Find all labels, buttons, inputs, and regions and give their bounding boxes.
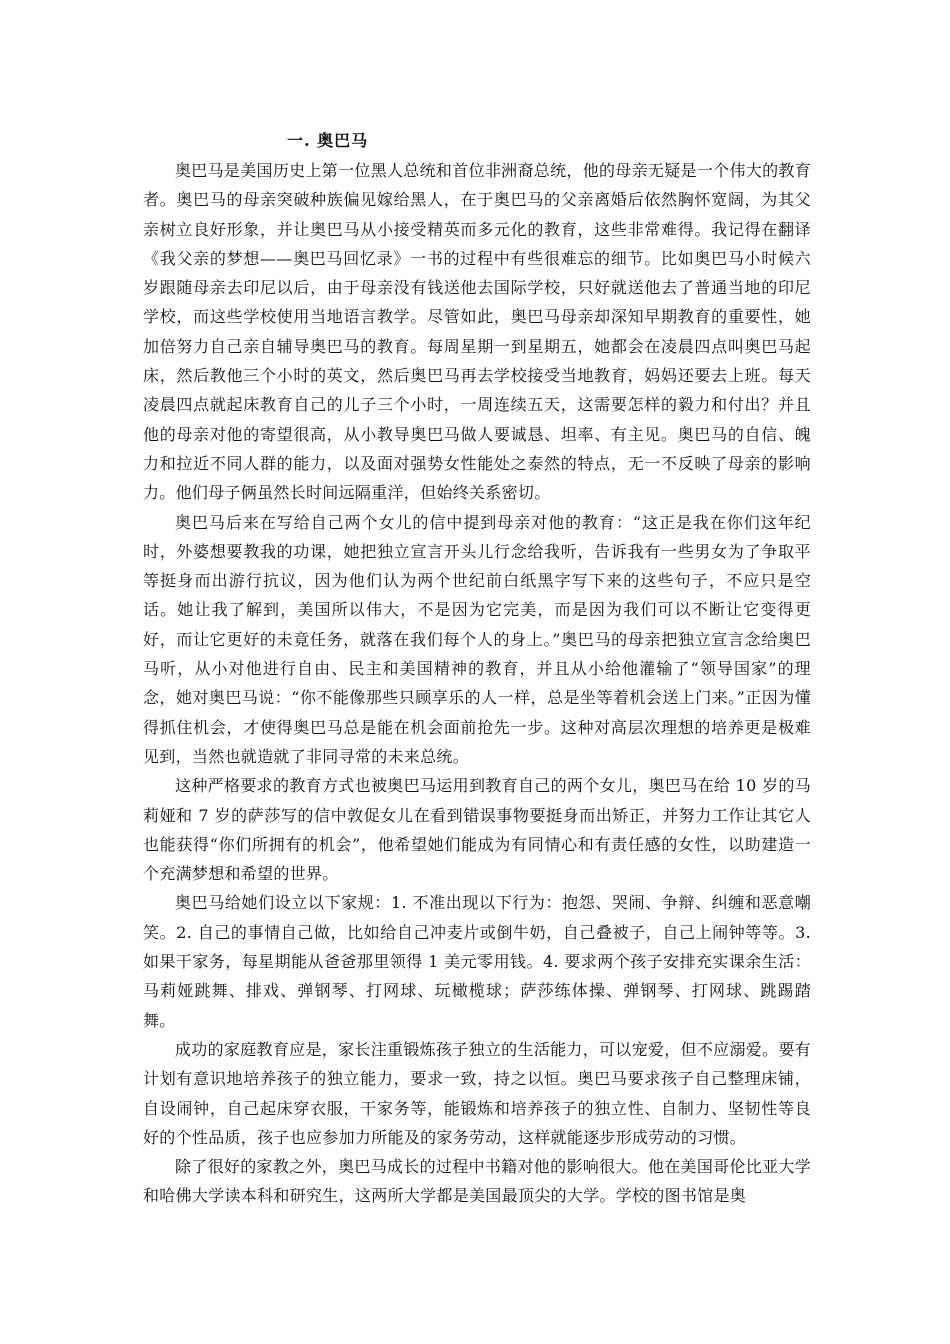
paragraph: 奥巴马后来在写给自己两个女儿的信中提到母亲对他的教育：“这正是我在你们这年纪时，外婆想要教我的功课，她把独立宣言开头儿行念给我听，告诉我有一些男女为了争取平等挺身而出游行抗议，因为他们认为两个世纪前白纸黑字写下来的这些句子，不应只是空话。她让我了解到，美国所以伟大，不是因为它完美，而是因为我们可以不断让它变得更好，而让它更好的未竟任务，就落在我们每个人的身上。”奥巴马的母亲把独立宣言念给奥巴马听，从小对他进行自由、民主和美国精神的教育，并且从小给他灌输了“领导国家”的理念，她对奥巴马说：“你不能像那些只顾享乐的人一样，总是坐等着机会送上门来。”正因为懂得抓住机会，才使得奥巴马总是能在机会面前抢先一步。这种对高层次理想的培养更是极难见到，当然也就造就了非同寻常的未来总统。 bbox=[143, 512, 811, 766]
paragraph: 奥巴马是美国历史上第一位黑人总统和首位非洲裔总统，他的母亲无疑是一个伟大的教育者。奥巴马的母亲突破种族偏见嫁给黑人，在于奥巴马的父亲离婚后依然胸怀宽阔，为其父亲树立良好形象，并让奥巴马从小接受精英而多元化的教育，这些非常难得。我记得在翻译《我父亲的梦想——奥巴马回忆录》一书的过程中有些很难忘的细节。比如奥巴马小时候六岁跟随母亲去印尼以后，由于母亲没有钱送他去国际学校，只好就送他去了普通当地的印尼学校，而这些学校使用当地语言教学。尽管如此，奥巴马母亲却深知早期教育的重要性，她加倍努力自己亲自辅导奥巴马的教育。每周星期一到星期五，她都会在凌晨四点叫奥巴马起床，然后教他三个小时的英文，然后奥巴马再去学校接受当地教育，妈妈还要去上班。每天凌晨四点就起床教育自己的儿子三个小时，一周连续五天，这需要怎样的毅力和付出？并且他的母亲对他的寄望很高，从小教导奥巴马做人要诚恳、坦率、有主见。奥巴马的自信、魄力和拉近不同人群的能力，以及面对强势女性能处之泰然的特点，无一不反映了母亲的影响力。他们母子俩虽然长时间远隔重洋，但始终关系密切。 bbox=[143, 161, 811, 503]
paragraph: 除了很好的家教之外，奥巴马成长的过程中书籍对他的影响很大。他在美国哥伦比亚大学和哈佛大学读本科和研究生，这两所大学都是美国最顶尖的大学。学校的图书馆是奥 bbox=[143, 1157, 811, 1206]
section-heading: 一. 奥巴马 bbox=[287, 131, 369, 150]
document-body bbox=[143, 156, 811, 1331]
paragraph: 这种严格要求的教育方式也被奥巴马运用到教育自己的两个女儿，奥巴马在给 10 岁的马莉娅和 7 岁的萨莎写的信中敦促女儿在看到错误事物要挺身而出矫正，并努力工作让其它人也能获得“你们所拥有的机会”，他希望她们能成为有同情心和有责任感的女性，以助建造一个充满梦想和希望的世界。 bbox=[143, 776, 811, 884]
paragraph: 奥巴马给她们设立以下家规：1. 不准出现以下行为：抱怨、哭闹、争辩、纠缠和恶意嘲笑。2. 自己的事情自己做，比如给自己冲麦片或倒牛奶，自己叠被子，自己上闹钟等等。3. 如果干家务，每星期能从爸爸那里领得 1 美元零用钱。4. 要求两个孩子安排充实课余生活：马莉娅跳舞、排戏、弹钢琴、打网球、玩橄榄球；萨莎练体操、弹钢琴、打网球、跳踢踏舞。 bbox=[143, 893, 811, 1030]
paragraph: 成功的家庭教育应是，家长注重锻炼孩子独立的生活能力，可以宠爱，但不应溺爱。要有计划有意识地培养孩子的独立能力，要求一致，持之以恒。奥巴马要求孩子自己整理床铺，自设闹钟，自己起床穿衣服，干家务等，能锻炼和培养孩子的独立性、自制力、坚韧性等良好的个性品质，孩子也应参加力所能及的家务劳动，这样就能逐步形成劳动的习惯。 bbox=[143, 1039, 811, 1147]
